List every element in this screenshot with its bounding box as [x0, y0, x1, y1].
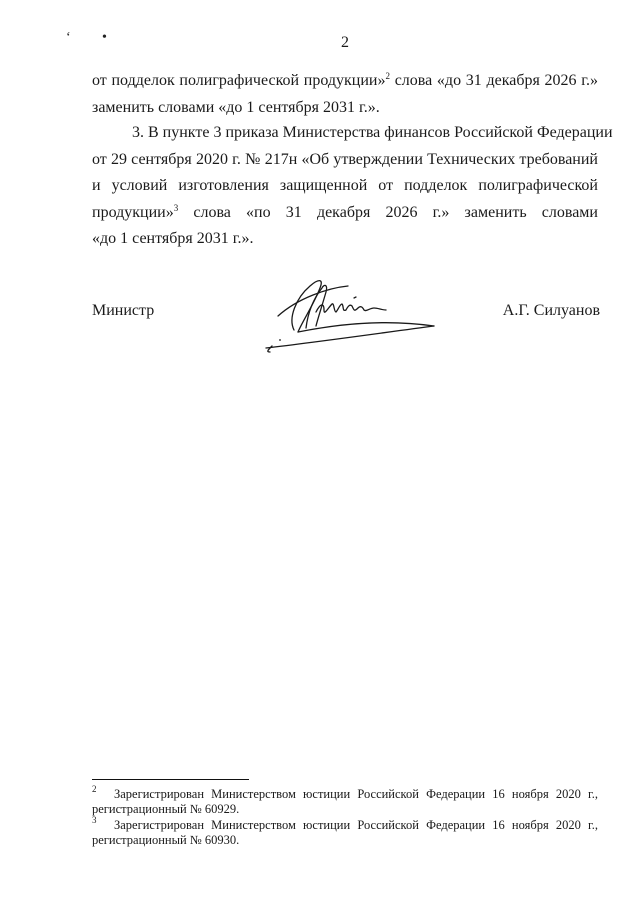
- paragraph-line: 3. В пункте 3 приказа Министерства финансов Российской Федерации: [132, 124, 613, 141]
- signatory-title: Министр: [92, 302, 155, 319]
- footnotes: [92, 784, 598, 849]
- paragraph-line: заменить словами «до 1 сентября 2031 г.».: [92, 98, 380, 116]
- footnote: $^3$ Зарегистрирован Министерством юстиции Российской Федерации 16 ноября 2020 г., регистрационный № 60930.: [92, 815, 598, 847]
- paragraph-line: продукции»$^3$ слова «по 31 декабря 2026 г.» заменить словами: [92, 202, 598, 221]
- footnote: $^2$ Зарегистрирован Министерством юстиции Российской Федерации 16 ноября 2020 г., регистрационный № 60929.: [92, 784, 598, 816]
- paragraph-line: от 29 сентября 2020 г. № 217н «Об утверждении Технических требований: [92, 150, 598, 168]
- scan-mark: ‘: [66, 30, 71, 45]
- page-number: 2: [341, 34, 349, 51]
- scan-mark: •: [102, 30, 107, 45]
- paragraph-line: от подделок полиграфической продукции»$^2$ слова «до 31 декабря 2026 г.»: [92, 71, 599, 89]
- paragraph-2: [92, 120, 613, 253]
- footnote-ref: 2: [385, 71, 390, 81]
- footnote-separator: [92, 779, 249, 780]
- paragraph-1: [92, 68, 598, 121]
- signatory-name: А.Г. Силуанов: [502, 302, 600, 319]
- handwritten-signature: [258, 268, 438, 354]
- paragraph-line: «до 1 сентября 2031 г.».: [92, 230, 254, 247]
- footnote-ref: 3: [173, 202, 179, 213]
- paragraph-line: и условий изготовления защищенной от подделок полиграфической: [92, 177, 598, 194]
